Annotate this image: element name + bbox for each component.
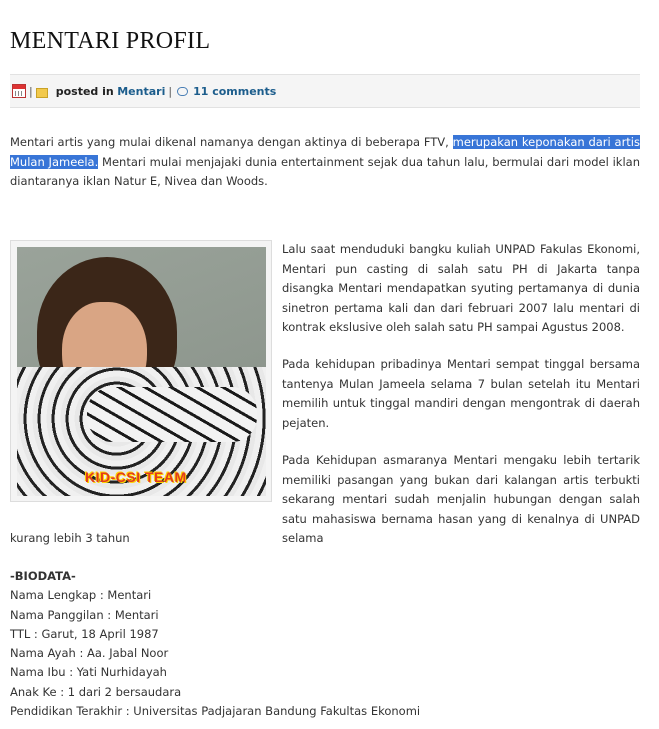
meta-separator: | bbox=[29, 84, 33, 98]
biodata-heading: -BIODATA- bbox=[10, 569, 76, 583]
biodata-line: Nama Panggilan : Mentari bbox=[10, 607, 159, 622]
profile-photo[interactable] bbox=[17, 247, 266, 496]
comment-icon bbox=[177, 87, 188, 96]
biodata-line: Anak Ke : 1 dari 2 bersaudara bbox=[10, 684, 182, 699]
biodata-section bbox=[10, 567, 420, 721]
post-title: MENTARI PROFIL bbox=[10, 28, 211, 54]
meta-separator: | bbox=[168, 84, 173, 98]
selected-text[interactable]: merupakan keponakan dari artis Mulan Jameela. bbox=[10, 135, 640, 169]
profile-photo-frame bbox=[10, 240, 272, 502]
comments-link[interactable]: 11 comments bbox=[193, 84, 277, 98]
posted-in-label: posted in bbox=[55, 84, 114, 98]
paragraph-career: Lalu saat menduduki bangku kuliah UNPAD Fakulas Ekonomi, Mentari pun casting di salah satu PH di Jakarta tanpa disangka Mentari mendapatkan syuting pertamanya di dunia sinetron pertama kali dan dari februari 2007 lalu mentari di kontrak ekslusive oleh salah satu PH sampai Agustus 2008. bbox=[282, 242, 640, 334]
intro-text: Mentari artis yang mulai dikenal namanya dengan aktinya di beberapa FTV, bbox=[10, 135, 453, 149]
paragraph-romance: Pada Kehidupan asmaranya Mentari mengaku lebih tertarik memiliki pasangan yang bukan dari kalangan artis terbukti sekarang mentari sudah menjalin hubungan dengan salah satu mahasiswa bernama hasan yang di kenalnya di UNPAD selama bbox=[282, 453, 640, 545]
photo-watermark: KID-CSI TEAM bbox=[85, 469, 187, 485]
paragraph-personal: Pada kehidupan pribadinya Mentari sempat tinggal bersama tantenya Mulan Jameela selama 7 bulan setelah itu Mentari memilih untuk tinggal mandiri dengan mengontrak di daerah pejaten. bbox=[282, 357, 640, 430]
biodata-line: Pendidikan Terakhir : Universitas Padjajaran Bandung Fakultas Ekonomi bbox=[10, 704, 421, 719]
photo-arm bbox=[87, 387, 257, 442]
biodata-line: TTL : Garut, 18 April 1987 bbox=[10, 626, 159, 641]
biodata-line: Nama Ibu : Yati Nurhidayah bbox=[10, 665, 167, 680]
paragraph-romance-tail: kurang lebih 3 tahun bbox=[10, 531, 130, 545]
calendar-icon bbox=[12, 84, 26, 98]
biodata-line: Nama Ayah : Aa. Jabal Noor bbox=[10, 646, 169, 661]
intro-paragraph bbox=[10, 133, 640, 192]
category-link[interactable]: Mentari bbox=[117, 84, 166, 98]
post-meta-bar bbox=[10, 74, 640, 108]
intro-text-rest: Mentari mulai menjajaki dunia entertainment sejak dua tahun lalu, bermulai dari model iklan diantaranya iklan Natur E, Nivea dan Woods. bbox=[10, 154, 640, 188]
biodata-line: Nama Lengkap : Mentari bbox=[10, 588, 152, 603]
folder-icon bbox=[36, 88, 48, 98]
